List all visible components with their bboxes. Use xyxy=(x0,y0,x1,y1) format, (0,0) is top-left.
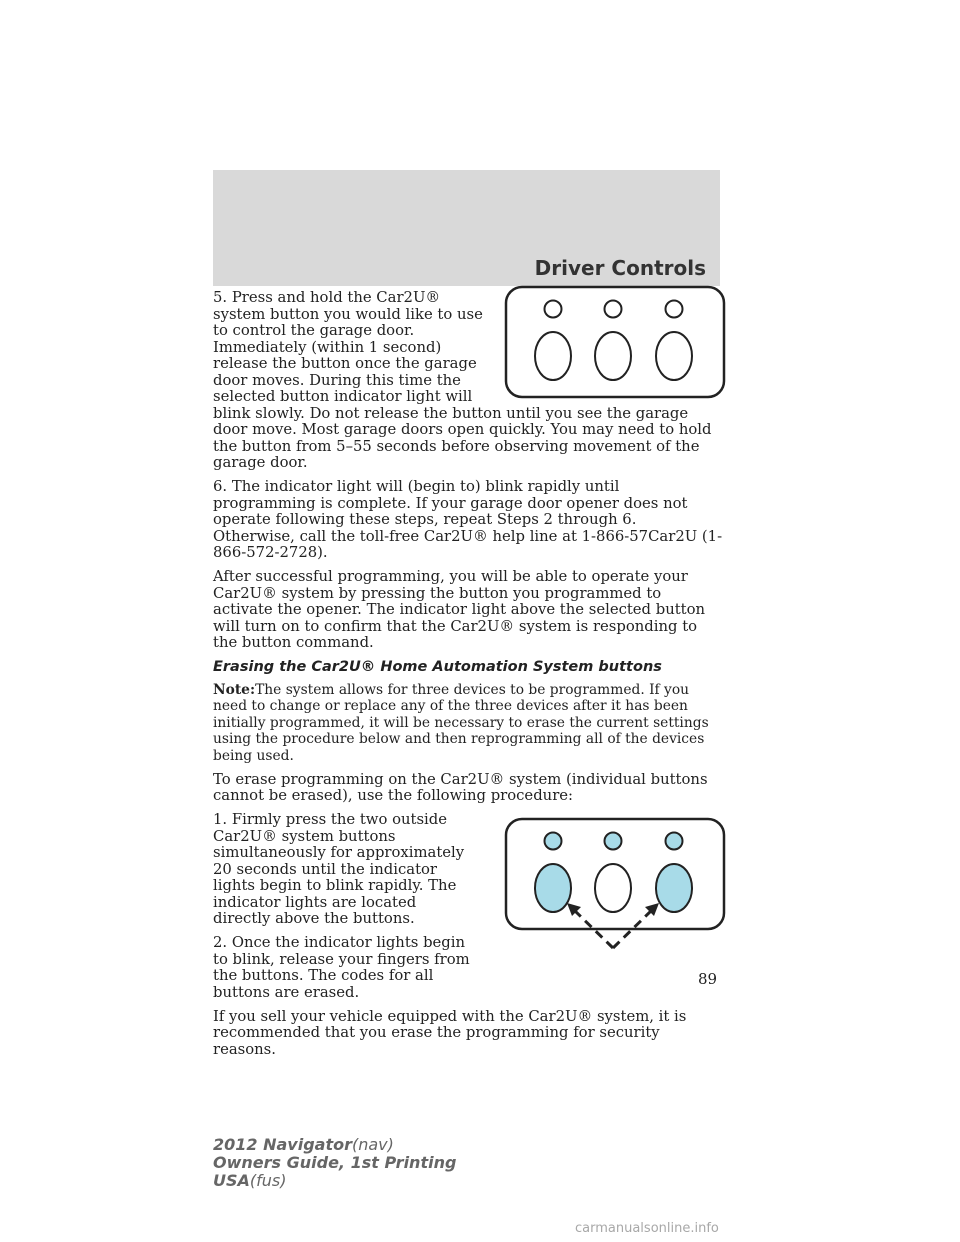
erase-step-1-text: 1. Firmly press the two outside Car2U® system buttons simultaneously for approximately 20 seconds until the indicator lights begin to blink rapidly. The indicator lights are located directly above the buttons. xyxy=(213,811,465,927)
footer-line-2 xyxy=(213,1154,456,1172)
after-programming-text: After successful programming, you will be able to operate your Car2U® system by pressing the button you programmed to activate the opener. The indicator light above the selected button will turn on to confirm that the Car2U® system is responding to the button command. xyxy=(213,568,706,651)
erasing-heading: Erasing the Car2U® Home Automation System buttons xyxy=(213,659,662,675)
footer-line-3 xyxy=(213,1172,456,1190)
step-6-text: 6. The indicator light will (begin to) blink rapidly until programming is complete. If your garage door opener does not operate following these steps, repeat Steps 2 through 6. Otherwise, call the toll-free Car2U® help line at 1-866-57Car2U (1-866-572-2728). xyxy=(213,478,723,561)
page-content xyxy=(213,290,723,1066)
car2u-buttons-figure xyxy=(503,284,735,404)
watermark: carmanualsonline.info xyxy=(575,1221,719,1236)
indicator-light-3 xyxy=(666,833,683,850)
erase-intro-text: To erase programming on the Car2U® system (individual buttons cannot be erased), use the following procedure: xyxy=(213,770,708,804)
note-text: The system allows for three devices to be programmed. If you need to change or replace any of the three devices after it has been initially programmed, it will be necessary to erase the current settings using the procedure below and then reprogramming all of the devices being used. xyxy=(213,681,709,764)
indicator-light-2 xyxy=(605,301,622,318)
footer xyxy=(213,1136,456,1190)
system-button-2 xyxy=(595,332,631,380)
indicator-light-2 xyxy=(605,833,622,850)
note-paragraph xyxy=(213,682,723,765)
page-number: 89 xyxy=(698,970,718,988)
indicator-light-3 xyxy=(666,301,683,318)
footer-line-1 xyxy=(213,1136,456,1154)
system-button-3 xyxy=(656,332,692,380)
indicator-light-1 xyxy=(545,833,562,850)
car2u-erase-illustration xyxy=(503,816,735,956)
footer-model-code: (nav) xyxy=(351,1135,394,1154)
note-label: Note: xyxy=(213,681,256,698)
footer-model: 2012 Navigator xyxy=(213,1135,352,1154)
header-band xyxy=(213,170,720,286)
footer-guide: Owners Guide, 1st Printing xyxy=(213,1153,457,1172)
middle-button xyxy=(595,864,631,912)
indicator-light-1 xyxy=(545,301,562,318)
car2u-panel-illustration xyxy=(503,284,735,404)
section-title: Driver Controls xyxy=(534,256,706,280)
step-5-text: 5. Press and hold the Car2U® system button you would like to use to control the garage door. Immediately (within 1 second) release the button once the garage door moves. During this time the selected button indicator light will blink slowly. Do not release the button until you see the garage door move. Most garage doors open quickly. You may need to hold the button from 5–55 seconds before observing movement of the garage door. xyxy=(213,289,712,471)
erase-buttons-figure xyxy=(503,816,735,956)
sell-vehicle-text: If you sell your vehicle equipped with the Car2U® system, it is recommended that you erase the programming for security reasons. xyxy=(213,1007,687,1058)
footer-region: USA xyxy=(213,1171,250,1190)
erase-step-2-text: 2. Once the indicator lights begin to blink, release your fingers from the buttons. The codes for all buttons are erased. xyxy=(213,934,470,1001)
footer-region-code: (fus) xyxy=(249,1171,287,1190)
outside-button-left xyxy=(535,864,571,912)
outside-button-right xyxy=(656,864,692,912)
system-button-1 xyxy=(535,332,571,380)
